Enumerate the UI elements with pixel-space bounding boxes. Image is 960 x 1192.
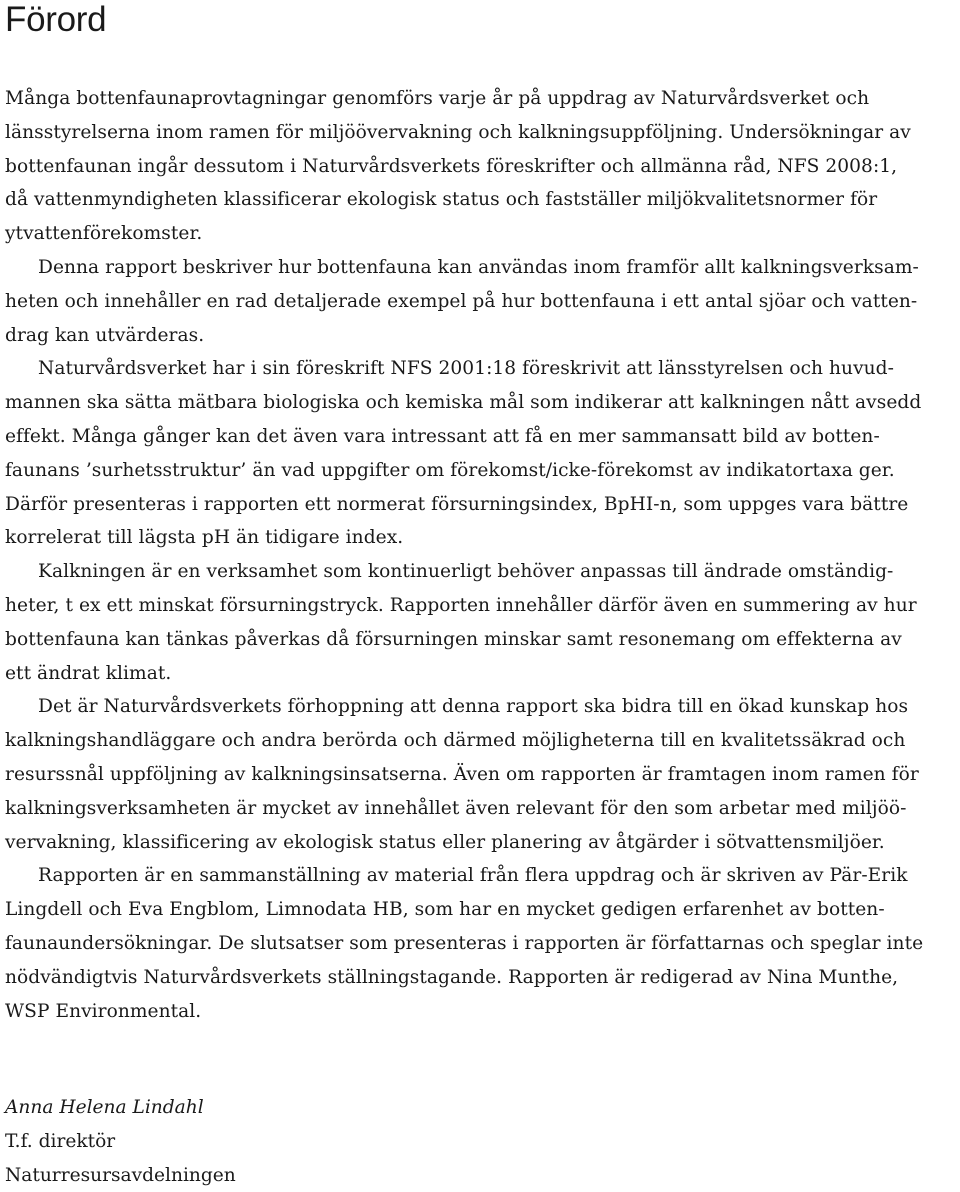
text-line: kalkningsverksamheten är mycket av innehållet även relevant för den som arbetar med miljöö-: [5, 797, 907, 819]
text-line: heter, t ex ett minskat försurningstryck. Rapporten innehåller därför även en summering av hur: [5, 594, 917, 616]
text-line: faunaundersökningar. De slutsatser som presenteras i rapporten är författarnas och speglar inte: [5, 932, 924, 954]
text-line: Kalkningen är en verksamhet som kontinuerligt behöver anpassas till ändrade omständig-: [38, 561, 894, 583]
text-line: då vattenmyndigheten klassificerar ekologisk status och fastställer miljökvalitetsnormer för: [5, 189, 878, 211]
text-line: kalkningshandläggare och andra berörda och därmed möjligheterna till en kvalitetssäkrad och: [5, 730, 906, 752]
foreword-body: [5, 82, 953, 1028]
signatory-name: Anna Helena Lindahl: [5, 1097, 204, 1118]
text-line: bottenfaunan ingår dessutom i Naturvårdsverkets föreskrifter och allmänna råd, NFS 2008:1,: [5, 155, 898, 177]
text-line: nödvändigtvis Naturvårdsverkets ställningstagande. Rapporten är redigerad av Nina Munthe,: [5, 966, 899, 988]
text-line: Lingdell och Eva Engblom, Limnodata HB, som har en mycket gedigen erfarenhet av botten-: [5, 899, 885, 921]
signatory-role: T.f. direktör: [5, 1130, 116, 1152]
text-line: vervakning, klassificering av ekologisk status eller planering av åtgärder i sötvattensmiljöer.: [5, 831, 885, 853]
text-line: faunans ’surhetsstruktur’ än vad uppgifter om förekomst/icke-förekomst av indikatortaxa ger.: [5, 459, 895, 481]
text-line: Rapporten är en sammanställning av material från flera uppdrag och är skriven av Pär-Erik: [38, 865, 908, 887]
text-line: ett ändrat klimat.: [5, 662, 172, 684]
text-line: heten och innehåller en rad detaljerade exempel på hur bottenfauna i ett antal sjöar och vatten-: [5, 290, 918, 312]
page-title: Förord: [5, 0, 107, 39]
text-line: drag kan utvärderas.: [5, 324, 205, 346]
signature-block: [5, 1091, 236, 1192]
text-line: WSP Environmental.: [5, 1000, 202, 1022]
text-line: Denna rapport beskriver hur bottenfauna kan användas inom framför allt kalkningsverksam-: [38, 256, 919, 278]
text-line: resurssnål uppföljning av kalkningsinsatserna. Även om rapporten är framtagen inom ramen för: [5, 763, 919, 785]
text-line: effekt. Många gånger kan det även vara intressant att få en mer sammansatt bild av botten-: [5, 425, 880, 447]
text-line: länsstyrelserna inom ramen för miljöövervakning och kalkningsuppföljning. Undersökningar av: [5, 121, 911, 143]
text-line: Därför presenteras i rapporten ett normerat försurningsindex, BpHI-n, som uppges vara bättre: [5, 493, 909, 515]
text-line: ytvattenförekomster.: [5, 223, 203, 245]
signatory-department: Naturresursavdelningen: [5, 1164, 236, 1186]
text-line: bottenfauna kan tänkas påverkas då försurningen minskar samt resonemang om effekterna av: [5, 628, 902, 650]
text-line: Många bottenfaunaprovtagningar genomförs varje år på uppdrag av Naturvårdsverket och: [5, 88, 870, 109]
text-line: Naturvårdsverket har i sin föreskrift NFS 2001:18 föreskrivit att länsstyrelsen och huvud-: [38, 358, 894, 380]
text-line: korrelerat till lägsta pH än tidigare index.: [5, 527, 404, 549]
text-line: mannen ska sätta mätbara biologiska och kemiska mål som indikerar att kalkningen nått avsedd: [5, 392, 922, 414]
text-line: Det är Naturvårdsverkets förhoppning att denna rapport ska bidra till en ökad kunskap hos: [38, 696, 909, 718]
